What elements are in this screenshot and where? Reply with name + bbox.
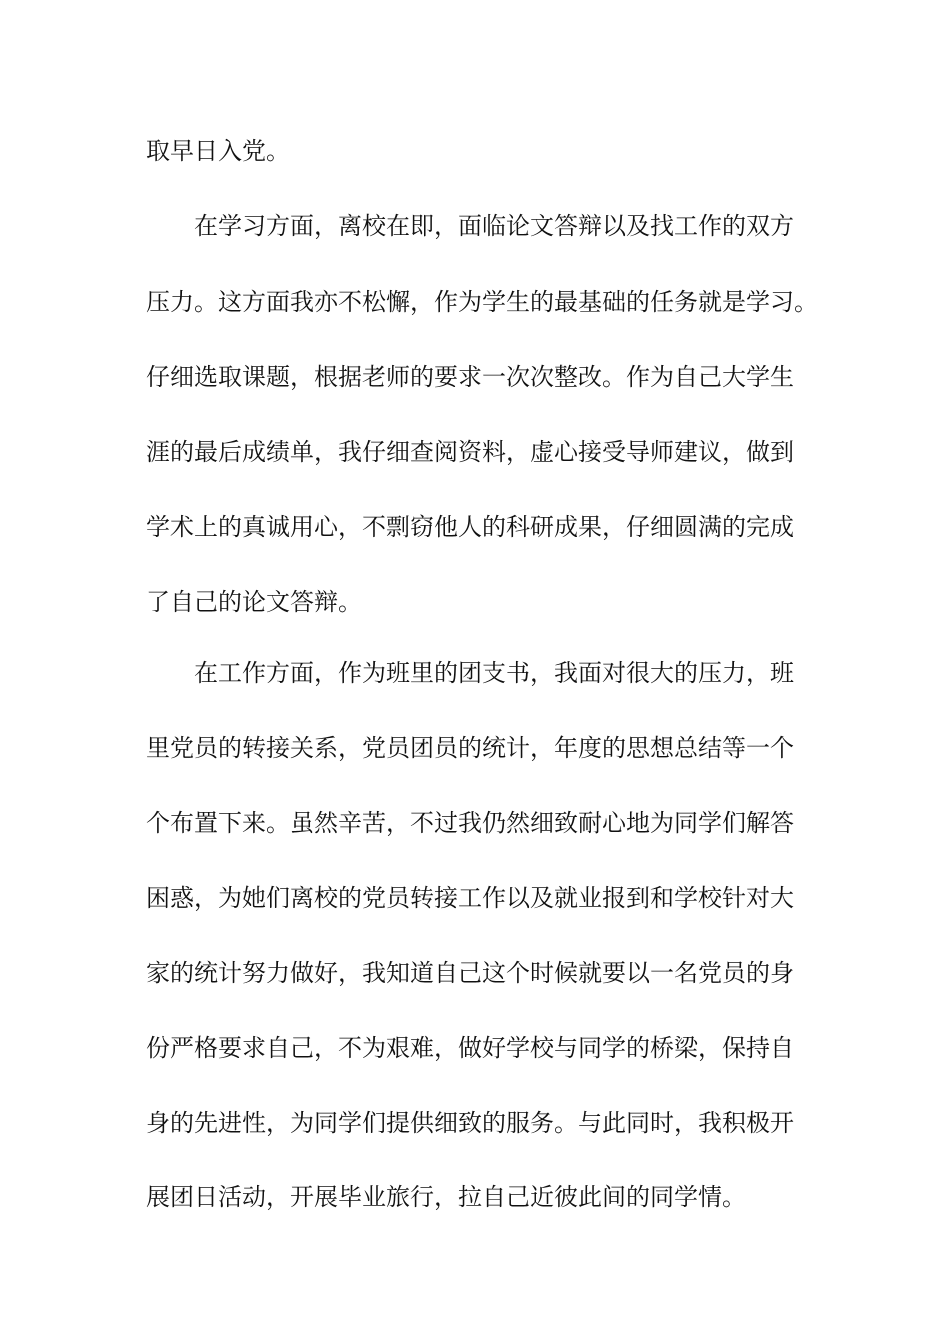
text-line: 了自己的论文答辩。 xyxy=(146,588,362,616)
text-line: 压力。这方面我亦不松懈，作为学生的最基础的任务就是学习。 xyxy=(146,288,818,316)
text-line: 涯的最后成绩单，我仔细查阅资料，虚心接受导师建议，做到 xyxy=(146,438,794,466)
text-line: 身的先进性，为同学们提供细致的服务。与此同时，我积极开 xyxy=(146,1109,794,1137)
paragraph-start-line: 在工作方面，作为班里的团支书，我面对很大的压力，班 xyxy=(194,659,794,687)
text-line: 展团日活动，开展毕业旅行，拉自己近彼此间的同学情。 xyxy=(146,1183,746,1211)
text-line: 困惑，为她们离校的党员转接工作以及就业报到和学校针对大 xyxy=(146,884,794,912)
text-line: 份严格要求自己，不为艰难，做好学校与同学的桥梁，保持自 xyxy=(146,1034,794,1062)
text-line: 仔细选取课题，根据老师的要求一次次整改。作为自己大学生 xyxy=(146,363,794,391)
text-line: 里党员的转接关系，党员团员的统计，年度的思想总结等一个 xyxy=(146,734,794,762)
text-line: 取早日入党。 xyxy=(146,137,290,165)
text-line: 个布置下来。虽然辛苦，不过我仍然细致耐心地为同学们解答 xyxy=(146,809,794,837)
paragraph-start-line: 在学习方面，离校在即，面临论文答辩以及找工作的双方 xyxy=(194,212,794,240)
text-line: 学术上的真诚用心，不剽窃他人的科研成果，仔细圆满的完成 xyxy=(146,513,794,541)
text-line: 家的统计努力做好，我知道自己这个时候就要以一名党员的身 xyxy=(146,959,794,987)
